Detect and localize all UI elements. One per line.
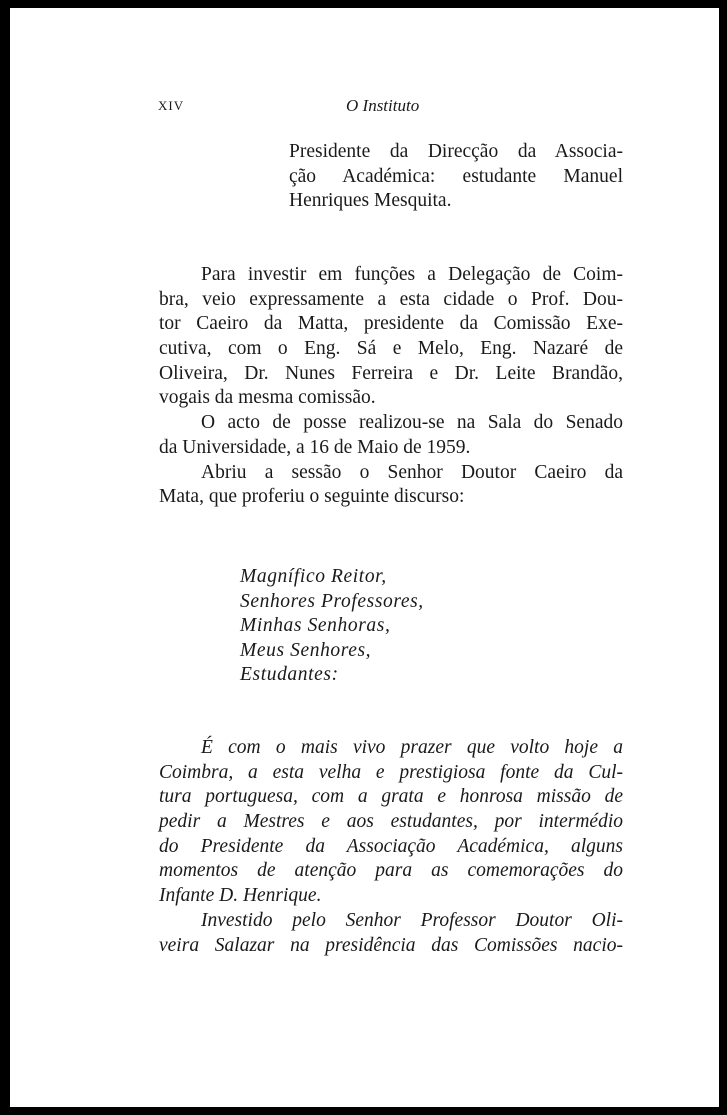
book-page	[10, 8, 719, 1107]
speech-paragraph-2	[159, 909, 623, 958]
officers-block	[289, 140, 623, 214]
text-line: Mata, que proferiu o seguinte discurso:	[159, 486, 465, 508]
speech-line: tura portuguesa, com a grata e honrosa missão de	[159, 786, 623, 808]
narrative-paragraph-1	[159, 263, 623, 411]
officers-line: ção Académica: estudante Manuel	[289, 165, 623, 187]
narrative	[159, 263, 623, 510]
speech-line: Coimbra, a esta velha e prestigiosa fonte da Cul-	[159, 761, 623, 783]
speech-line: momentos de atenção para as comemorações do	[159, 860, 623, 882]
page-number: XIV	[158, 98, 185, 113]
text-line: Oliveira, Dr. Nunes Ferreira e Dr. Leite Brandão,	[159, 362, 623, 384]
salutation	[240, 565, 424, 688]
speech-paragraph-1	[159, 736, 623, 909]
salutation-line: Magnífico Reitor,	[240, 566, 387, 587]
speech-line: Investido pelo Senhor Professor Doutor Oli-	[201, 909, 623, 931]
speech-line: pedir a Mestres e aos estudantes, por intermédio	[159, 811, 623, 833]
text-line: bra, veio expressamente a esta cidade o Prof. Dou-	[159, 288, 623, 310]
speech-line: veira Salazar na presidência das Comissões nacio-	[159, 934, 623, 956]
text-line: vogais da mesma comissão.	[159, 387, 376, 409]
running-head	[158, 98, 538, 120]
speech-line: É com o mais vivo prazer que volto hoje a	[201, 737, 623, 758]
officers-line: Presidente da Direcção da Associa-	[289, 141, 623, 162]
speech-line: do Presidente da Associação Académica, alguns	[159, 835, 623, 857]
salutation-line: Senhores Professores,	[240, 590, 424, 612]
running-title: O Instituto	[346, 96, 420, 115]
text-line: da Universidade, a 16 de Maio de 1959.	[159, 436, 471, 458]
text-line: O acto de posse realizou-se na Sala do Senado	[201, 412, 623, 434]
narrative-paragraph-2	[159, 411, 623, 460]
officers-line: Henriques Mesquita.	[289, 190, 452, 212]
text-line: cutiva, com o Eng. Sá e Melo, Eng. Nazaré de	[159, 338, 623, 360]
text-line: Para investir em funções a Delegação de Coim-	[201, 264, 623, 285]
speech	[159, 736, 623, 958]
text-line: tor Caeiro da Matta, presidente da Comissão Exe-	[159, 313, 623, 335]
speech-line: Infante D. Henrique.	[159, 885, 322, 907]
salutation-line: Estudantes:	[240, 664, 339, 685]
narrative-paragraph-3	[159, 461, 623, 510]
text-line: Abriu a sessão o Senhor Doutor Caeiro da	[201, 461, 623, 483]
salutation-line: Meus Senhores,	[240, 639, 372, 661]
salutation-line: Minhas Senhoras,	[240, 615, 391, 636]
